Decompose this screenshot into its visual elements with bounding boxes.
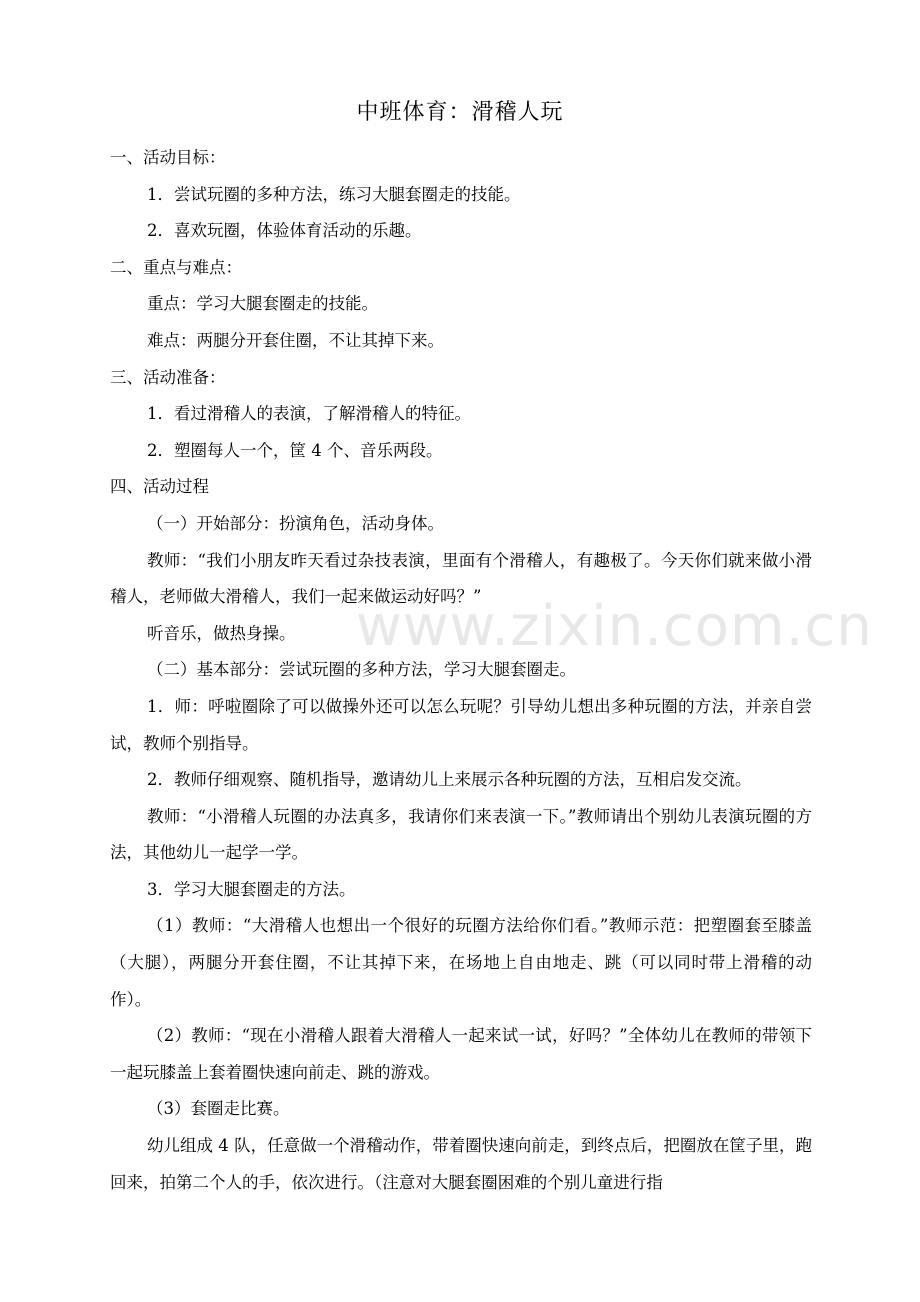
- paragraph: 3．学习大腿套圈走的方法。: [147, 879, 356, 899]
- page-title: 中班体育：滑稽人玩: [356, 100, 564, 125]
- paragraph: 2．教师仔细观察、随机指导，邀请幼儿上来展示各种玩圈的方法，互相启发交流。: [147, 770, 752, 790]
- paragraph: 2．塑圈每人一个，筐 4 个、音乐两段。: [147, 440, 443, 460]
- paragraph: 三、活动准备：: [110, 367, 226, 387]
- paragraph: 难点：两腿分开套住圈，不让其掉下来。: [147, 330, 444, 350]
- paragraph: 1．看过滑稽人的表演，了解滑稽人的特征。: [147, 404, 471, 424]
- paragraph: 重点：学习大腿套圈走的技能。: [147, 294, 378, 314]
- paragraph: 1．尝试玩圈的多种方法，练习大腿套圈走的技能。: [147, 184, 521, 204]
- paragraph: 幼儿组成 4 队，任意做一个滑稽动作，带着圈快速向前走，到终点后，把圈放在筐子里，跑回来，拍第二个人的手，依次进行。（注意对大腿套圈困难的个别儿童进行指: [110, 1136, 812, 1192]
- paragraph: 教师：“我们小朋友昨天看过杂技表演，里面有个滑稽人，有趣极了。今天你们就来做小滑稽人，老师做大滑稽人，我们一起来做运动好吗？”: [110, 550, 812, 607]
- watermark: www.zixin.com.cn: [356, 594, 873, 659]
- paragraph: 听音乐，做热身操。: [147, 623, 296, 643]
- paragraph: 1．师：呼啦圈除了可以做操外还可以怎么玩呢？引导幼儿想出多种玩圈的方法，并亲自尝试，教师个别指导。: [110, 696, 812, 753]
- paragraph: （3）套圈走比赛。: [147, 1099, 290, 1119]
- paragraph: 二、重点与难点：: [110, 257, 242, 277]
- paragraph: （2）教师：“现在小滑稽人跟着大滑稽人一起来试一试，好吗？”全体幼儿在教师的带领下一起玩膝盖上套着圈快速向前走、跳的游戏。: [110, 1026, 812, 1082]
- paragraph: 四、活动过程: [110, 477, 209, 497]
- paragraph: （1）教师：“大滑稽人也想出一个很好的玩圈方法给你们看。”教师示范：把塑圈套至膝盖（大腿），两腿分开套住圈，不让其掉下来，在场地上自由地走、跳（可以同时带上滑稽的动作）。: [110, 916, 812, 1009]
- paragraph: （一）开始部分：扮演角色，活动身体。: [147, 513, 444, 533]
- paragraph: 2．喜欢玩圈，体验体育活动的乐趣。: [147, 221, 422, 241]
- paragraph: 一、活动目标：: [110, 148, 226, 167]
- document-body: [110, 140, 812, 1201]
- paragraph: （二）基本部分：尝试玩圈的多种方法，学习大腿套圈走。: [147, 660, 576, 680]
- paragraph: 教师：“小滑稽人玩圈的办法真多，我请你们来表演一下。”教师请出个别幼儿表演玩圈的方法，其他幼儿一起学一学。: [110, 806, 812, 863]
